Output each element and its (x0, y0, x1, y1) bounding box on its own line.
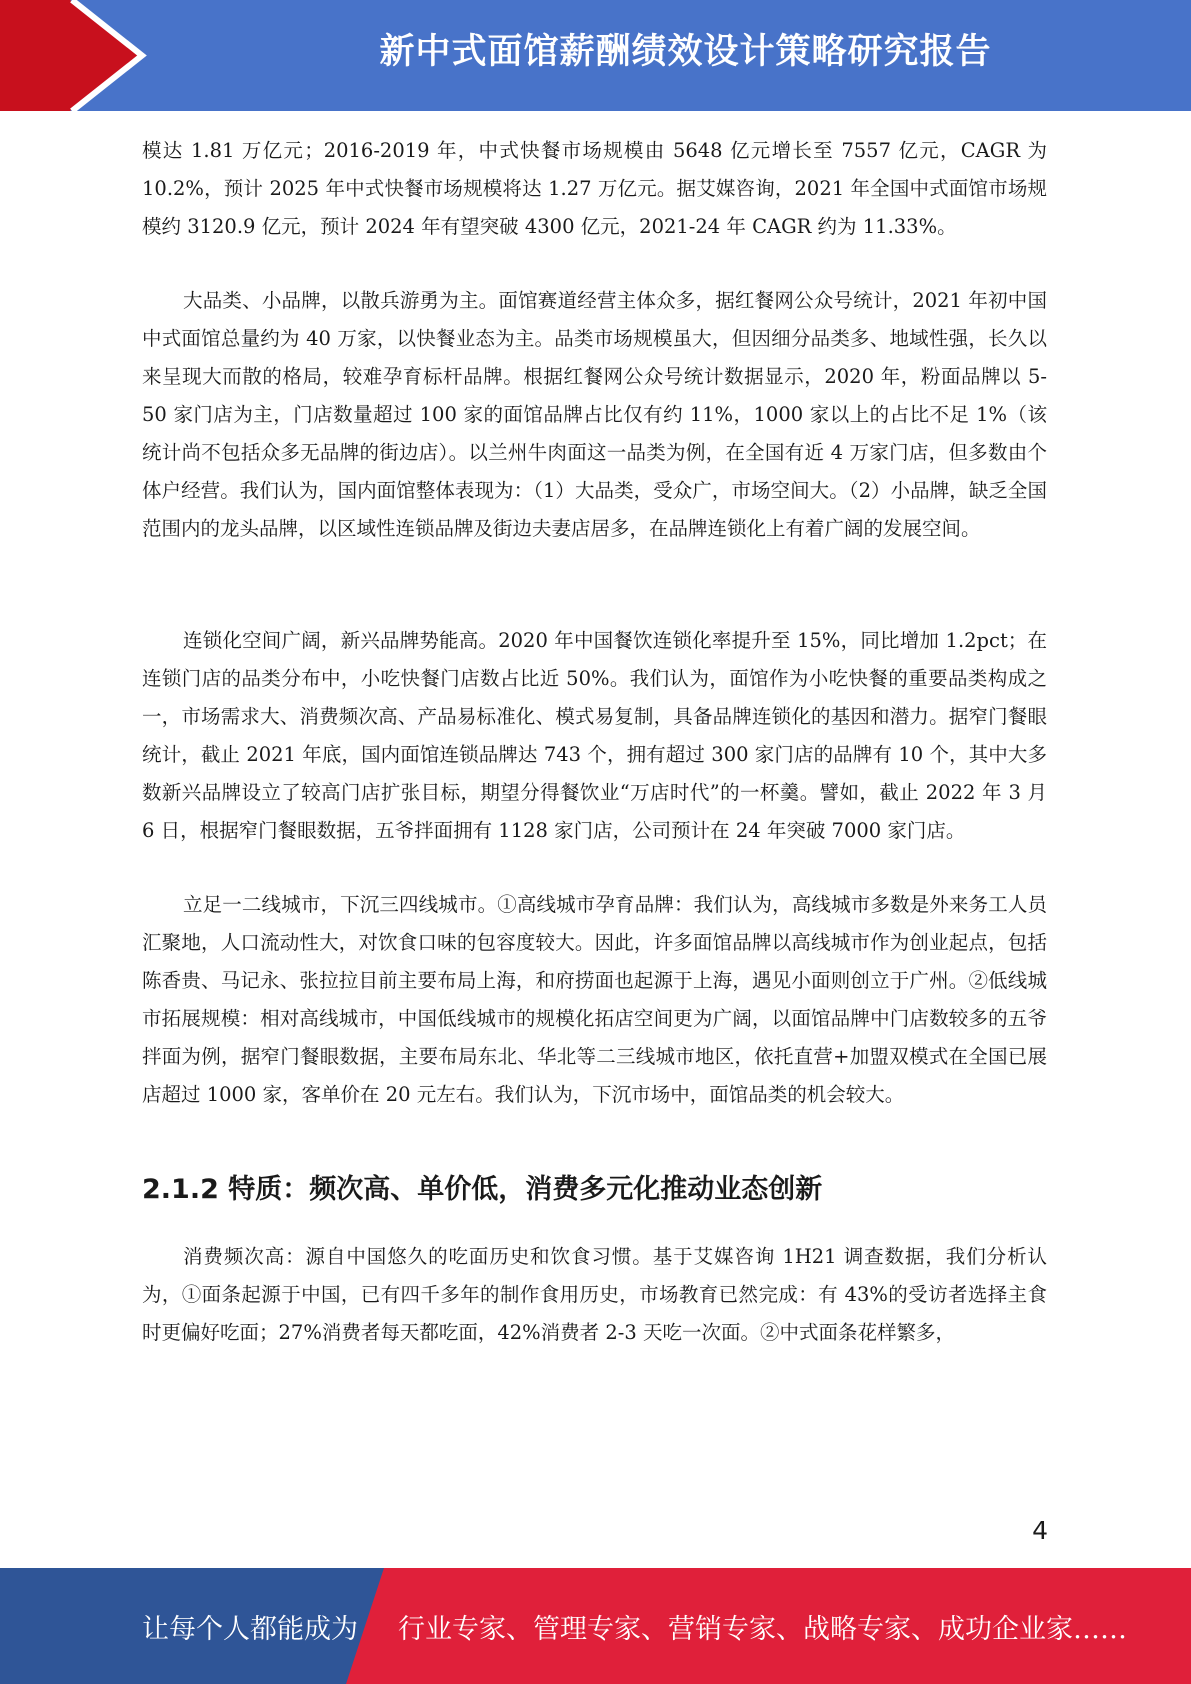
footer-slogan-left: 让每个人都能成为 (142, 1614, 358, 1645)
footer-slogan-right: 行业专家、管理专家、营销专家、战略专家、成功企业家…… (398, 1614, 1127, 1645)
report-title: 新中式面馆薪酬绩效设计策略研究报告 (379, 32, 992, 72)
paragraph-city-tiers: 立足一二线城市，下沉三四线城市。①高线城市孕育品牌：我们认为，高线城市多数是外来务工人员汇聚地，人口流动性大，对饮食口味的包容度较大。因此，许多面馆品牌以高线城市作为创业起点，包括陈香贵、马记永、张拉拉目前主要布局上海，和府捞面也起源于上海，遇见小面则创立于广州。②低线城市拓展规模：相对高线城市，中国低线城市的规模化拓店空间更为广阔，以面馆品牌中门店数较多的五爷拌面为例，据窄门餐眼数据，主要布局东北、华北等二三线城市地区，依托直营+加盟双模式在全国已展店超过 1000 家，客单价在 20 元左右。我们认为，下沉市场中，面馆品类的机会较大。 (142, 893, 1047, 1106)
paragraph-market-size: 模达 1.81 万亿元；2016-2019 年，中式快餐市场规模由 5648 亿元增长至 7557 亿元，CAGR 为 10.2%，预计 2025 年中式快餐市场规模将达 1.27 万亿元。据艾媒咨询，2021 年全国中式面馆市场规模约 3120.9 亿元，预计 2024 年有望突破 4300 亿元，2021-24 年 CAGR 约为 11.33%。 (142, 139, 1047, 238)
page-number: 4 (1032, 1516, 1048, 1545)
page-footer (0, 1568, 1191, 1684)
paragraph-chain-expansion: 连锁化空间广阔，新兴品牌势能高。2020 年中国餐饮连锁化率提升至 15%，同比增加 1.2pct；在连锁门店的品类分布中，小吃快餐门店数占比近 50%。我们认为，面馆作为小吃快餐的重要品类构成之一，市场需求大、消费频次高、产品易标准化、模式易复制，具备品牌连锁化的基因和潜力。据窄门餐眼统计，截止 2021 年底，国内面馆连锁品牌达 743 个，拥有超过 300 家门店的品牌有 10 个，其中大多数新兴品牌设立了较高门店扩张目标，期望分得餐饮业“万店时代”的一杯羹。譬如，截止 2022 年 3 月 6 日，根据窄门餐眼数据，五爷拌面拥有 1128 家门店，公司预计在 24 年突破 7000 家门店。 (142, 629, 1047, 842)
page-header (0, 0, 1191, 111)
section-heading: 2.1.2 特质：频次高、单价低，消费多元化推动业态创新 (142, 1174, 823, 1205)
paragraph-consumption-frequency: 消费频次高：源自中国悠久的吃面历史和饮食习惯。基于艾媒咨询 1H21 调查数据，我们分析认为，①面条起源于中国，已有四千多年的制作食用历史，市场教育已然完成：有 43%的受访者选择主食时更偏好吃面；27%消费者每天都吃面，42%消费者 2-3 天吃一次面。②中式面条花样繁多， (142, 1245, 1047, 1344)
report-body (142, 132, 1047, 1352)
header-arrow-decoration (0, 0, 160, 111)
paragraph-big-category-small-brand: 大品类、小品牌，以散兵游勇为主。面馆赛道经营主体众多，据红餐网公众号统计，2021 年初中国中式面馆总量约为 40 万家，以快餐业态为主。品类市场规模虽大，但因细分品类多、地域性强，长久以来呈现大而散的格局，较难孕育标杆品牌。根据红餐网公众号统计数据显示，2020 年，粉面品牌以 5-50 家门店为主，门店数量超过 100 家的面馆品牌占比仅有约 11%，1000 家以上的占比不足 1%（该统计尚不包括众多无品牌的街边店）。以兰州牛肉面这一品类为例，在全国有近 4 万家门店，但多数由个体户经营。我们认为，国内面馆整体表现为：（1）大品类，受众广，市场空间大。（2）小品牌，缺乏全国范围内的龙头品牌，以区域性连锁品牌及街边夫妻店居多，在品牌连锁化上有着广阔的发展空间。 (142, 289, 1047, 540)
